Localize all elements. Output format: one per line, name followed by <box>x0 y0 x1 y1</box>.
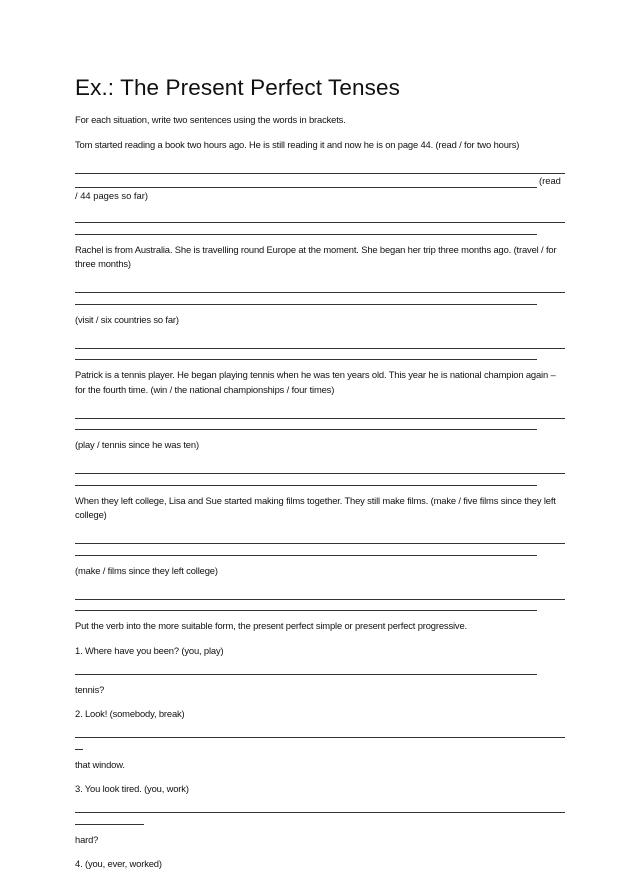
question-4: 4. (you, ever, worked) <box>75 858 162 869</box>
answer-lines-q3[interactable] <box>75 802 565 825</box>
answer-lines-1[interactable] <box>75 162 565 235</box>
part-2-instructions: Put the verb into the more suitable form, the present perfect simple or present perfect progressive. <box>75 620 467 631</box>
answer-line[interactable] <box>75 813 144 825</box>
answer-line[interactable] <box>75 293 537 305</box>
answer-lines-4[interactable] <box>75 533 565 556</box>
question-1-end: tennis? <box>75 683 105 695</box>
answer-line[interactable] <box>75 727 565 739</box>
answer-lines-q1[interactable] <box>75 663 565 675</box>
answer-line[interactable] <box>75 802 565 814</box>
answer-line[interactable] <box>75 282 565 294</box>
situation-2: Rachel is from Australia. She is travelling round Europe at the moment. She began her trip three months ago. (travel / for three months) <box>75 243 557 269</box>
situation-3: Patrick is a tennis player. He began playing tennis when he was ten years old. This year he is national champion again – for the fourth time. (win / the national championships / four times) <box>75 369 556 395</box>
question-3-end: hard? <box>75 833 99 845</box>
answer-line[interactable] <box>75 463 565 475</box>
worksheet <box>75 74 565 882</box>
answer-line[interactable] <box>75 349 537 361</box>
cue-4b: (make / films since they left college) <box>75 564 218 576</box>
page-title: Ex.: The Present Perfect Tenses <box>75 75 400 100</box>
cue-text: / 44 pages so far) <box>75 190 148 201</box>
answer-lines-q2[interactable] <box>75 727 565 750</box>
situation-1: Tom started reading a book two hours ago. He is still reading it and now he is on page 44. (read / for two hours) <box>75 138 520 150</box>
answer-line[interactable] <box>75 212 565 224</box>
answer-line[interactable] <box>75 223 537 235</box>
answer-line[interactable] <box>75 419 537 431</box>
answer-line[interactable] <box>75 407 565 419</box>
answer-line[interactable] <box>75 588 565 600</box>
question-1: 1. Where have you been? (you, play) <box>75 644 224 656</box>
answer-lines-2b[interactable] <box>75 337 565 360</box>
answer-line[interactable] <box>75 533 565 545</box>
cue-2b: (visit / six countries so far) <box>75 313 179 325</box>
cue-text: (read <box>539 174 561 186</box>
answer-line[interactable] <box>75 162 565 174</box>
answer-line-with-cue[interactable] <box>75 174 565 189</box>
answer-lines-3[interactable] <box>75 407 565 430</box>
answer-lines-4b[interactable] <box>75 588 565 611</box>
answer-lines-2[interactable] <box>75 282 565 305</box>
instructions: For each situation, write two sentences using the words in brackets. <box>75 114 346 125</box>
answer-lines-3b[interactable] <box>75 463 565 486</box>
cue-3b: (play / tennis since he was ten) <box>75 439 199 450</box>
answer-line[interactable] <box>75 738 83 750</box>
answer-line[interactable] <box>75 544 537 556</box>
answer-line[interactable] <box>75 663 537 675</box>
question-2-end: that window. <box>75 758 125 770</box>
question-3: 3. You look tired. (you, work) <box>75 783 189 794</box>
answer-line[interactable] <box>75 600 537 612</box>
answer-line[interactable] <box>75 474 537 486</box>
question-2: 2. Look! (somebody, break) <box>75 708 185 719</box>
situation-4: When they left college, Lisa and Sue started making films together. They still make films. (make / five films since they left college) <box>75 494 556 520</box>
answer-line[interactable] <box>75 337 565 349</box>
